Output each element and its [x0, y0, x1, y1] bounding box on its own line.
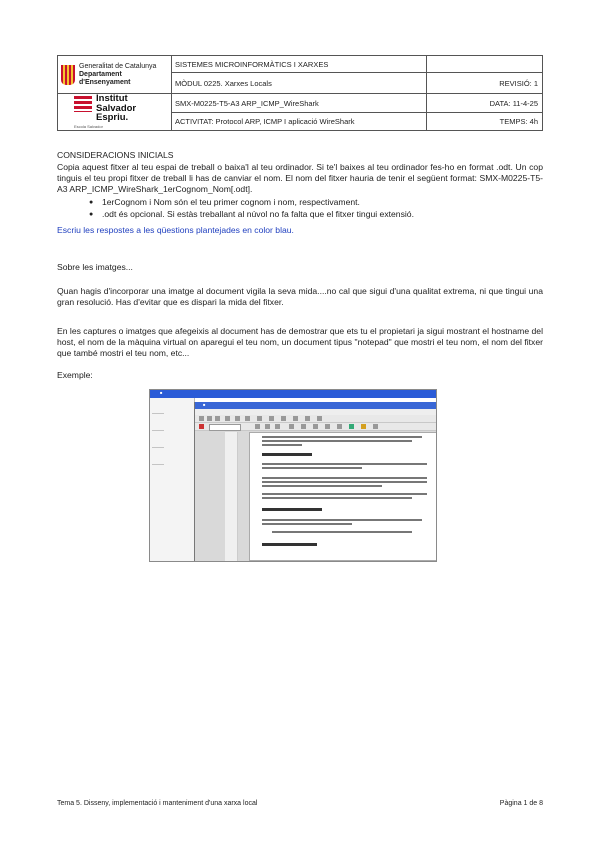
- school-line2: Salvador: [96, 102, 137, 114]
- intro-paragraph: Copia aquest fitxer al teu espai de treball o baixa'l al teu ordinador. Si te'l baixes al teu ordinador fes-ho en format .odt. Un cop tinguis el teu propi fitxer de treball li has de canviar el nom. El nom del fitxer hauria de tenir el següent format: SMX-M0225-T5-A3 ARP_ICMP_WireShark_1erCognom_Nom[.odt].: [57, 162, 543, 194]
- bullet-list: [57, 197, 543, 220]
- school-sub: Escola Salvador: [74, 124, 103, 129]
- time-label: TEMPS: 4h: [499, 117, 538, 126]
- org-line1: Generalitat de Catalunya: [79, 63, 157, 70]
- example-label: Exemple:: [57, 370, 93, 380]
- org-line2: Departament: [79, 71, 122, 78]
- school-line3: Espriu.: [96, 112, 129, 123]
- institut-logo: [74, 94, 174, 130]
- org-line3: d'Ensenyament: [79, 79, 131, 86]
- institut-mark-icon: [74, 96, 92, 112]
- list-item: ● 1erCognom i Nom són el teu primer cognom i nom, respectivament.: [57, 197, 543, 208]
- generalitat-logo: [61, 58, 171, 92]
- activity-title: ACTIVITAT: Protocol ARP, ICMP I aplicació WireShark: [175, 117, 355, 126]
- blue-instruction: Escriu les respostes a les qüestions plantejades en color blau.: [57, 225, 294, 235]
- course-title: SISTEMES MICROINFORMÀTICS I XARXES: [175, 59, 329, 69]
- footer-topic: Tema 5. Disseny, implementació i manteniment d'una xarxa local: [57, 800, 258, 807]
- list-item: ● .odt és opcional. Si estàs treballant al núvol no fa falta que el fitxer tingui extensió.: [57, 209, 543, 220]
- images-section: [57, 262, 543, 273]
- images-paragraph-1: Quan hagis d'incorporar una imatge al document vigila la seva mida....no cal que sigui d'una qualitat extrema, ni que tingui una gran resolució. Has d'evitar que es dispari la mida del fitxer.: [57, 286, 543, 307]
- date-label: DATA: 11-4-25: [489, 98, 538, 108]
- images-title: Sobre les imatges...: [57, 262, 133, 272]
- activity-code: SMX-M0225-T5-A3 ARP_ICMP_WireShark: [175, 98, 319, 108]
- images-paragraph-2: En les captures o imatges que afegeixis al document has de demostrar que ets tu el propietari ja sigui mostrant el hostname del host, el nom de la màquina virtual on aparegui el teu nom, un document tipus "notepad" que mostri el teu nom, el nom del fitxer que també mostri el teu nom, etc...: [57, 326, 543, 358]
- initial-considerations: [57, 150, 543, 236]
- revision-label: REVISIÓ: 1: [499, 78, 538, 88]
- section-title: CONSIDERACIONS INICIALS: [57, 150, 174, 160]
- senyera-icon: [61, 65, 75, 85]
- page-number: Pàgina 1 de 8: [499, 800, 543, 807]
- example-screenshot: ■ ——— ——— ——— ——— ■: [149, 389, 437, 562]
- module-title: MÒDUL 0225. Xarxes Locals: [175, 78, 272, 88]
- example-document: [249, 432, 437, 561]
- header-table: [57, 55, 543, 131]
- school-line1: Institut: [96, 93, 128, 104]
